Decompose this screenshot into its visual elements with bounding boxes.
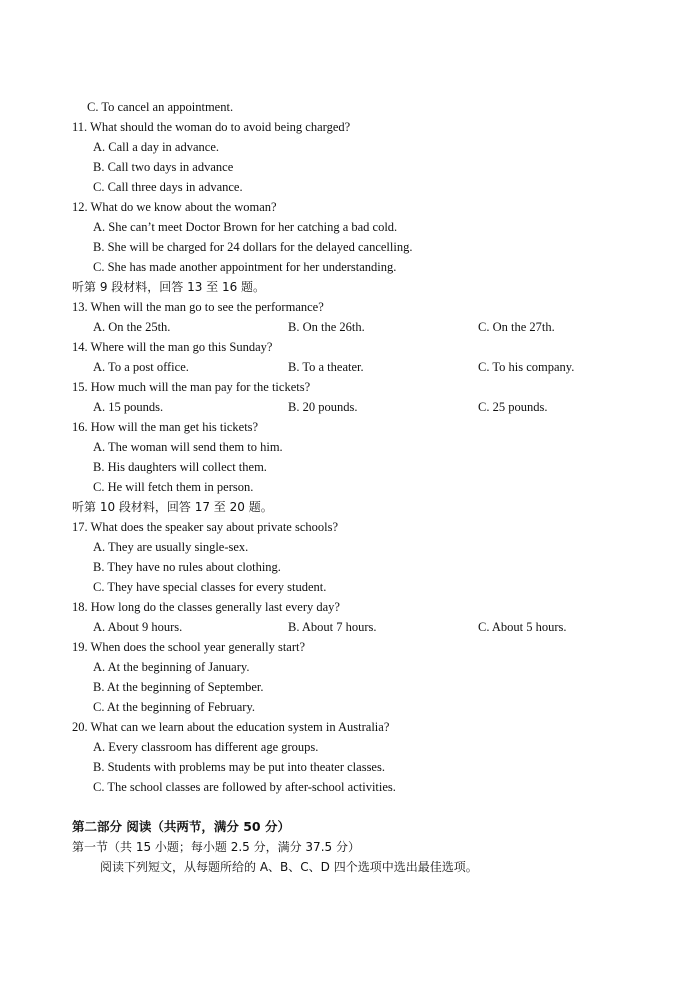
q15-option-c: C. 25 pounds. [478,400,548,414]
q16-option-b: B. His daughters will collect them. [93,460,267,474]
q13-option-c: C. On the 27th. [478,320,555,334]
q15-option-b: B. 20 pounds. [288,400,358,414]
question-16: 16. How will the man get his tickets? [72,420,259,434]
q10-option-c: C. To cancel an appointment. [87,100,234,114]
reading-instruction: 阅读下列短文，从每题所给的 A、B、C、D 四个选项中选出最佳选项。 [100,860,478,874]
q17-option-c: C. They have special classes for every student. [93,580,327,594]
q17-option-b: B. They have no rules about clothing. [93,560,281,574]
q16-option-a: A. The woman will send them to him. [93,440,283,454]
q18-option-b: B. About 7 hours. [288,620,377,634]
q12-option-b: B. She will be charged for 24 dollars for the delayed cancelling. [93,240,413,254]
q14-option-c: C. To his company. [478,360,575,374]
section-one-heading: 第一节（共 15 小题；每小题 2.5 分，满分 37.5 分） [72,840,360,854]
q16-option-c: C. He will fetch them in person. [93,480,254,494]
q13-option-b: B. On the 26th. [288,320,365,334]
part-two-heading: 第二部分 阅读（共两节，满分 50 分） [72,819,290,834]
q17-option-a: A. They are usually single-sex. [93,540,249,554]
material-10-instruction: 听第 10 段材料，回答 17 至 20 题。 [72,500,273,514]
q19-option-b: B. At the beginning of September. [93,680,264,694]
q11-option-a: A. Call a day in advance. [93,140,219,154]
question-12: 12. What do we know about the woman? [72,200,277,214]
question-14: 14. Where will the man go this Sunday? [72,340,273,354]
q19-option-c: C. At the beginning of February. [93,700,256,714]
q11-option-c: C. Call three days in advance. [93,180,243,194]
q14-option-a: A. To a post office. [93,360,189,374]
question-11: 11. What should the woman do to avoid being charged? [72,120,351,134]
q15-option-a: A. 15 pounds. [93,400,164,414]
q12-option-a: A. She can’t meet Doctor Brown for her catching a bad cold. [93,220,398,234]
question-13: 13. When will the man go to see the performance? [72,300,324,314]
question-15: 15. How much will the man pay for the tickets? [72,380,311,394]
question-20: 20. What can we learn about the education system in Australia? [72,720,390,734]
q11-option-b: B. Call two days in advance [93,160,234,174]
q19-option-a: A. At the beginning of January. [93,660,250,674]
question-19: 19. When does the school year generally start? [72,640,306,654]
q20-option-a: A. Every classroom has different age groups. [93,740,319,754]
material-9-instruction: 听第 9 段材料，回答 13 至 16 题。 [72,280,266,294]
question-18: 18. How long do the classes generally last every day? [72,600,340,614]
q18-option-a: A. About 9 hours. [93,620,183,634]
q20-option-b: B. Students with problems may be put into theater classes. [93,760,385,774]
q12-option-c: C. She has made another appointment for her understanding. [93,260,397,274]
q13-option-a: A. On the 25th. [93,320,171,334]
q18-option-c: C. About 5 hours. [478,620,567,634]
q14-option-b: B. To a theater. [288,360,364,374]
q20-option-c: C. The school classes are followed by after-school activities. [93,780,396,794]
question-17: 17. What does the speaker say about private schools? [72,520,339,534]
